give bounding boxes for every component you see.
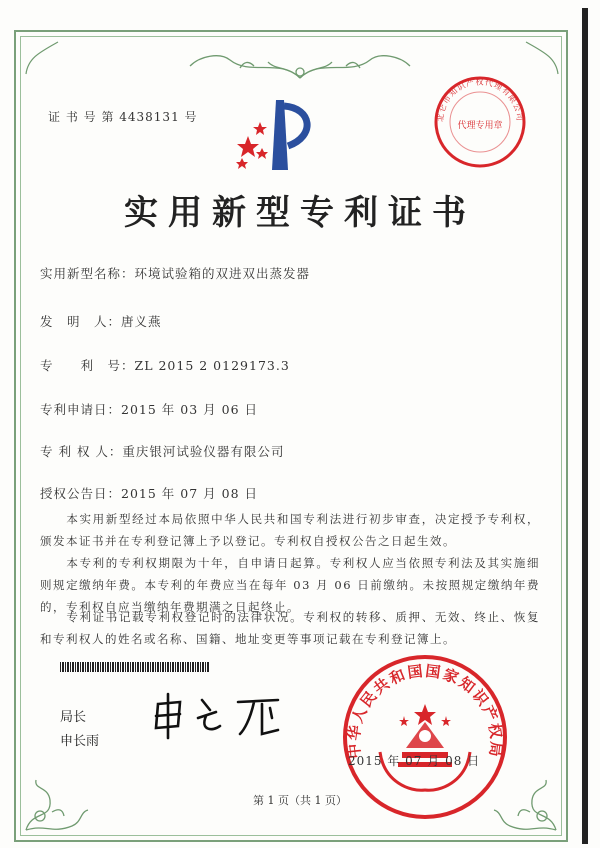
svg-text:北仑市知识产权代理有限公司 — [435, 76, 524, 122]
field-inventor — [40, 312, 162, 330]
utility-model-name-label: 实用新型名称： — [40, 266, 135, 281]
seal-date: 2015 年 07 月 08 日 — [348, 754, 481, 768]
agency-seal-center-text: 代理专用章 — [457, 121, 503, 131]
office-seal-ring-text: 中华人民共和国国家知识产权局 — [344, 661, 506, 760]
field-patentee — [40, 442, 284, 460]
paragraph-grant: 本实用新型经过本局依照中华人民共和国专利法进行初步审查，决定授予专利权，颁发本证书并在专利登记簿上予以登记。专利权自授权公告之日起生效。 — [40, 512, 540, 548]
grant-date-label: 授权公告日： — [40, 486, 122, 501]
director-title: 局长 — [60, 710, 87, 725]
patentee-value: 重庆银河试验仪器有限公司 — [122, 444, 285, 459]
patent-number-value: ZL 2015 2 0129173.3 — [134, 358, 290, 373]
scan-edge-bar — [582, 8, 588, 844]
director-name: 申长雨 — [60, 734, 100, 749]
filing-date-value: 2015 年 03 月 06 日 — [121, 402, 259, 417]
field-filing-date — [40, 400, 258, 418]
patent-number-label: 专 利 号： — [40, 358, 135, 373]
certificate-number: 证 书 号 第 4438131 号 — [48, 110, 198, 124]
page-number: 第 1 页（共 1 页） — [253, 794, 347, 807]
barcode — [60, 662, 210, 672]
patentee-label: 专 利 权 人： — [40, 444, 123, 459]
paragraph-term: 本专利的专利权期限为十年，自申请日起算。专利权人应当依照专利法及其实施细则规定缴纳年费。本专利的年费应当在每年 03 月 06 日前缴纳。未按照规定缴纳年费的，专利权自应当缴纳年费期满之日起终止。 — [40, 556, 540, 614]
grant-date-value: 2015 年 07 月 08 日 — [121, 486, 259, 501]
paragraph-legal-status: 专利证书记载专利权登记时的法律状况。专利权的转移、质押、无效、终止、恢复和专利权人的姓名或名称、国籍、地址变更等事项记载在专利登记簿上。 — [40, 610, 540, 646]
field-grant-date — [40, 484, 258, 502]
utility-model-name-value: 环境试验箱的双进双出蒸发器 — [134, 266, 311, 281]
page-title: 实用新型专利证书 — [124, 193, 476, 233]
filing-date-label: 专利申请日： — [40, 402, 122, 417]
agency-seal — [430, 72, 530, 172]
director-signature — [150, 690, 300, 740]
top-left-ornament — [22, 38, 62, 78]
field-utility-model-name — [40, 264, 310, 282]
patent-office-logo — [228, 96, 328, 176]
inventor-label: 发 明 人： — [40, 314, 122, 329]
agency-seal-ring-text: 北仑市知识产权代理有限公司 — [435, 77, 525, 123]
field-patent-number — [40, 356, 290, 374]
inventor-value: 唐义燕 — [121, 314, 162, 329]
top-ornament — [180, 48, 420, 82]
